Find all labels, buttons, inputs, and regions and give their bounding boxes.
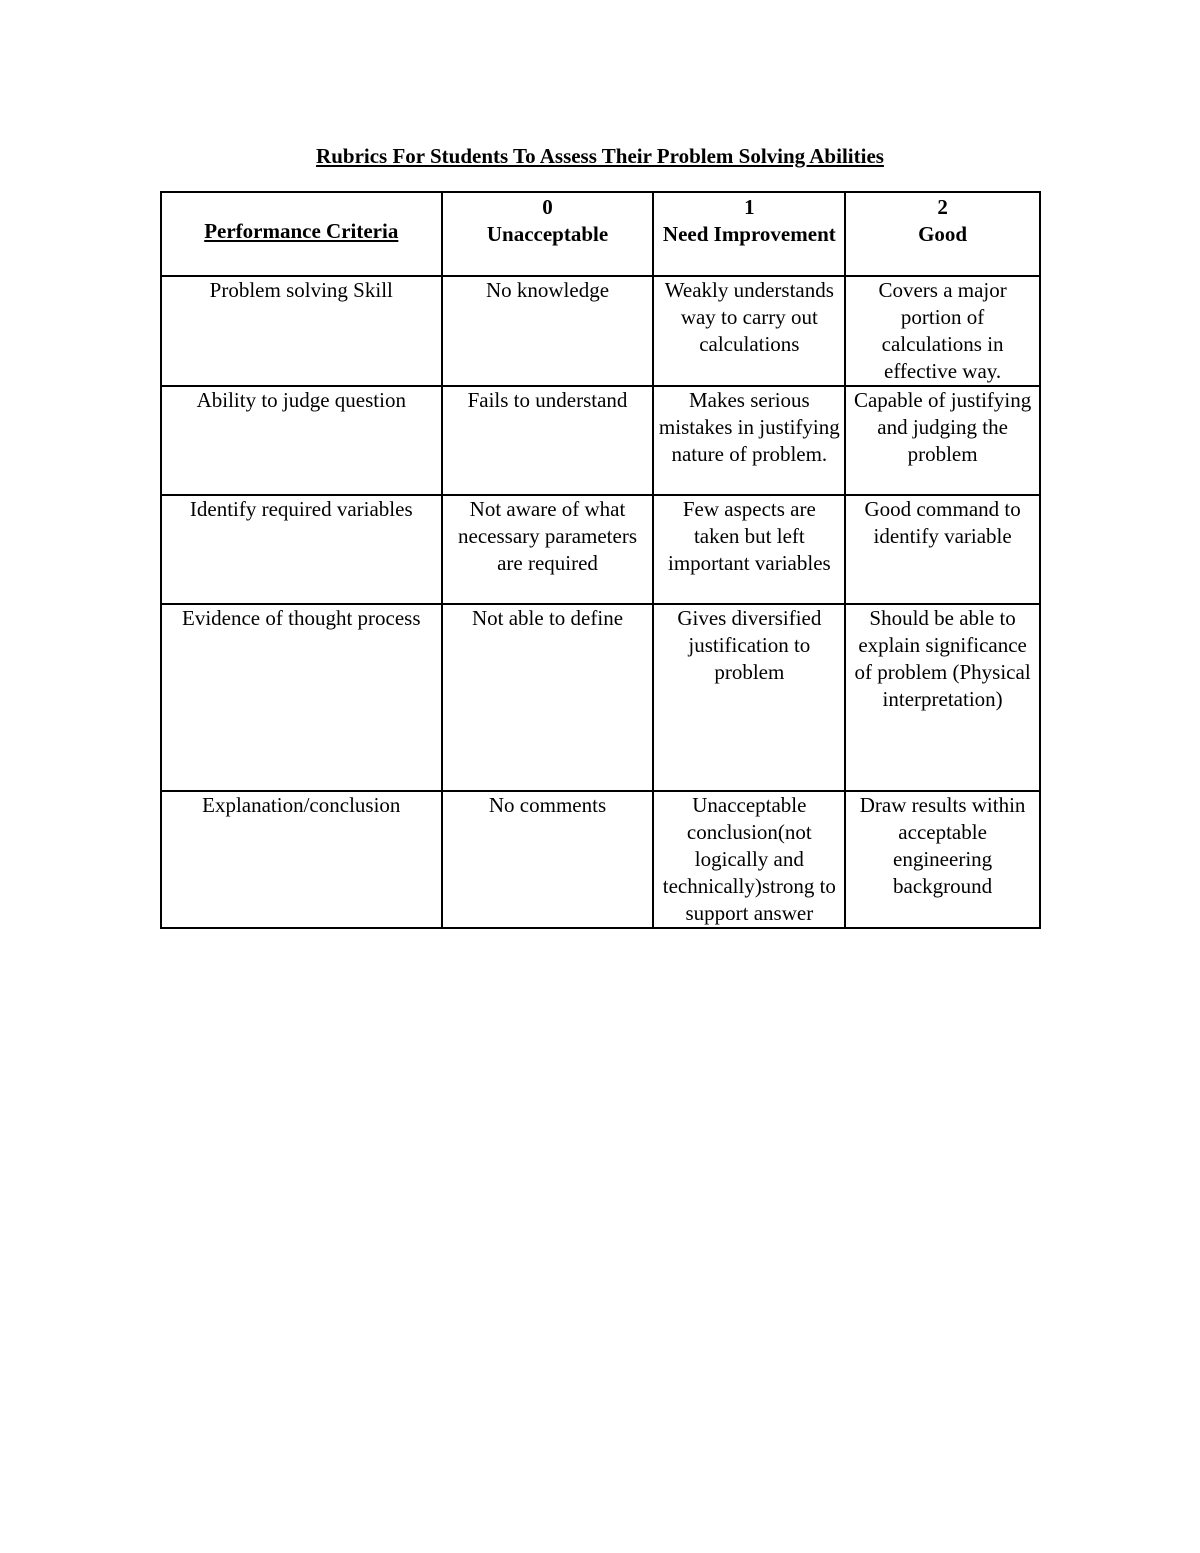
- level-0-cell: Fails to understand: [442, 386, 654, 495]
- level-1-cell: Gives diversified justification to problem: [653, 604, 845, 791]
- header-criteria-label: Performance Criteria: [204, 218, 399, 243]
- header-level-0-cell: [442, 192, 654, 276]
- header-level-2-cell: [845, 192, 1040, 276]
- table-row: [161, 276, 1040, 386]
- table-row: [161, 791, 1040, 928]
- level-2-cell: Covers a major portion of calculations in effective way.: [845, 276, 1040, 386]
- header-level-1-name: Need Improvement: [662, 222, 836, 246]
- level-0-cell: Not able to define: [442, 604, 654, 791]
- criteria-cell: Problem solving Skill: [161, 276, 442, 386]
- header-level-1-score: 1: [744, 195, 755, 219]
- level-2-cell: Good command to identify variable: [845, 495, 1040, 604]
- table-row: [161, 495, 1040, 604]
- header-level-0-name: Unacceptable: [486, 222, 609, 246]
- level-1-cell: Makes serious mistakes in justifying nature of problem.: [653, 386, 845, 495]
- header-level-1-cell: [653, 192, 845, 276]
- header-criteria-cell: [161, 192, 442, 276]
- table-row: [161, 386, 1040, 495]
- level-1-cell: Unacceptable conclusion(not logically and technically)strong to support answer: [653, 791, 845, 928]
- level-2-cell: Should be able to explain significance of problem (Physical interpretation): [845, 604, 1040, 791]
- criteria-cell: Explanation/conclusion: [161, 791, 442, 928]
- criteria-cell: Ability to judge question: [161, 386, 442, 495]
- rubric-table: [160, 191, 1041, 929]
- level-2-cell: Draw results within acceptable engineering background: [845, 791, 1040, 928]
- header-level-0-score: 0: [542, 195, 553, 219]
- criteria-cell: Evidence of thought process: [161, 604, 442, 791]
- level-1-cell: Weakly understands way to carry out calculations: [653, 276, 845, 386]
- level-0-cell: Not aware of what necessary parameters are required: [442, 495, 654, 604]
- header-row: [161, 192, 1040, 276]
- level-0-cell: No knowledge: [442, 276, 654, 386]
- header-level-2-score: 2: [937, 195, 948, 219]
- criteria-cell: Identify required variables: [161, 495, 442, 604]
- level-1-cell: Few aspects are taken but left important variables: [653, 495, 845, 604]
- document-title: Rubrics For Students To Assess Their Problem Solving Abilities: [316, 144, 884, 168]
- level-2-cell: Capable of justifying and judging the problem: [845, 386, 1040, 495]
- level-0-cell: No comments: [442, 791, 654, 928]
- header-level-2-name: Good: [918, 222, 968, 246]
- table-row: [161, 604, 1040, 791]
